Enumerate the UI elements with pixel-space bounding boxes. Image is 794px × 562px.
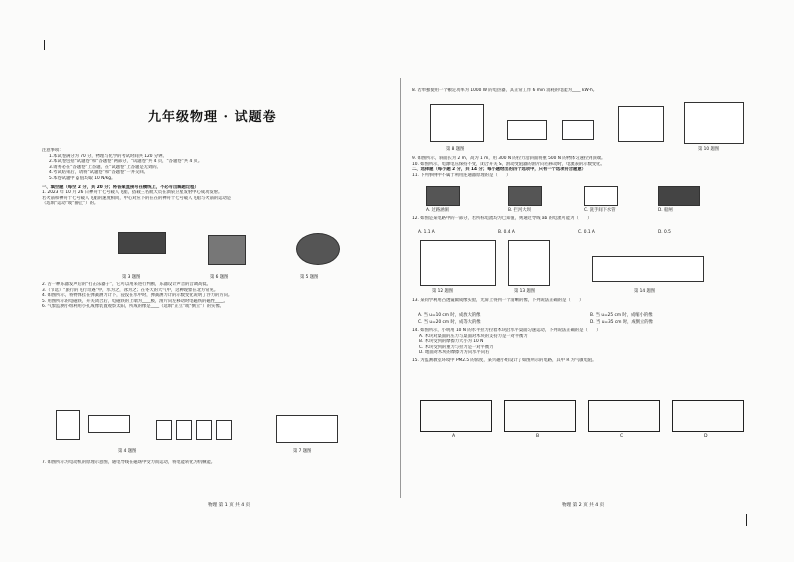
question-line: 11. 下列事例中不属于利用连通器原理的是（ ） (412, 172, 511, 178)
question-line: 9. 如图所示，斜面长为 2 m，高为 1 m，用 300 N 的拉力沿斜面将重 500 N 的物体匀速拉到顶端。 (412, 156, 606, 161)
question-line: 13. 某同学利用凸透镜做成像实验，光屏上得到一个清晰的像，下列说法正确的是（ ） (412, 298, 584, 303)
figure-caption: 第 12 题图 (432, 289, 454, 294)
left-page (38, 70, 388, 510)
scan-mark (44, 40, 46, 50)
figure-caption: 第 10 题图 (698, 147, 720, 152)
question-line: 若火箭和神舟十七号载人飞船的速度相同，中心对应下的在在的神舟十七号载人飞船与火箭的运动是 (42, 195, 232, 201)
question-block (412, 328, 757, 364)
figure-incline (507, 120, 547, 140)
question-line: （选填“运动”或“静止”）的。 (42, 201, 99, 207)
figure-culvert (426, 186, 460, 206)
option-label: C. 0.1 A (578, 230, 595, 235)
figure-graph (684, 102, 744, 144)
option-label: C. 木块受到的重力与拉力是一对平衡力 (419, 344, 494, 350)
note-line: 5.本卷试题中 g 值均取 10 N/kg。 (49, 175, 116, 181)
question-block (42, 282, 387, 310)
figure-lens-graph (508, 240, 550, 286)
question-line: 5. 用图所示的电磁铁，开关闭合后，电磁铁的上端为____极，滑片向左移动时电磁铁的磁性____。 (42, 298, 228, 304)
question-line: 1. 2023 年 10 月 26 日神舟十七号载人飞船，搭载三名航天员在酒泉卫星发射中心成功发射。 (42, 190, 223, 196)
figure-ship-lock (658, 186, 700, 206)
figure-rocket-photo (118, 232, 166, 254)
circuit-a (420, 400, 492, 432)
option-label: A. 过路涵洞 (426, 208, 449, 213)
question-line: 10. 如图所示，电源电压保持不变，闭合开关 S，滑动变阻器的滑片向右移动时，电流表的示数变化。 (412, 161, 605, 167)
question-line: 3.（节选）“旅行的飞行奇遇”中，水为之，冰为之；在冬天的大气中，这种现象在北方常见。 (42, 287, 219, 293)
circuit-d (672, 400, 744, 432)
circuit-b (504, 400, 576, 432)
note-line: 1.本试卷满分为 70 分，物理与化学的考试时间共 120 分钟。 (49, 153, 167, 159)
circuit-label: C (620, 434, 624, 439)
figure-drum (296, 233, 340, 265)
question-block (42, 460, 387, 466)
figure-circuit (618, 106, 664, 142)
option-label: C. 洗手间下水管 (584, 208, 616, 213)
option-label: A. 当 u=10 cm 时，成放大的像 (418, 313, 481, 318)
question-block (412, 216, 757, 222)
option-label: B. 0.4 A (498, 230, 515, 235)
option-label: D. 船闸 (658, 208, 673, 213)
figure-projector (88, 415, 130, 433)
figure-caption: 第 4 题图 (118, 449, 137, 454)
question-block (412, 298, 757, 304)
figure-photo (208, 235, 246, 265)
option-label: A. 1.1 A (418, 230, 435, 235)
option-label: B. 当 u=25 cm 时，成缩小的像 (590, 313, 653, 318)
figure-dam (508, 186, 542, 206)
section-heading: 一、填空题（每空 2 分，共 20 分；将答案直接写在横线上，不必写出解题过程） (42, 184, 199, 190)
question-block (412, 88, 757, 94)
option-label: A. 木块对桌面的压力与桌面对木块的支持力是一对平衡力 (419, 333, 528, 339)
instructions (42, 148, 372, 207)
question-line: 8. 若单独使用一个额定功率为 1000 W 的电热器，其正常工作 6 min 消耗的电能为____ kW·h。 (412, 88, 598, 93)
figure-option-c (196, 420, 212, 440)
figure-letter-f (56, 410, 80, 440)
figure-caption: 第 3 题图 (122, 275, 141, 280)
figure-option-a (156, 420, 172, 440)
question-line: 7. 如图所示为电动机的原理示意图，通电导线在磁场中受力而运动，将电能转化为机械能。 (42, 460, 216, 465)
figure-caption: 第 14 题图 (634, 289, 656, 294)
circuit-c (588, 400, 660, 432)
question-line: 2. 古一种乐器发声后的“打击乐器子”，它可以用来进行判断，乐器设计声音的音调高低。 (42, 282, 211, 287)
figure-caption: 第 6 题图 (210, 275, 229, 280)
option-label: C. 当 u=20 cm 时，成等大的像 (418, 320, 481, 325)
option-label: B. 拦河大坝 (508, 208, 531, 213)
question-block (412, 156, 757, 178)
note-line: 2.本试卷包括“试题卷”和“答题卷”两部分，“试题卷”共 4 页，“答题卷”共 4 页。 (49, 159, 203, 165)
circuit-label: A (452, 434, 456, 439)
option-label: B. 木块受到的摩擦力大小为 10 N (419, 339, 484, 345)
question-line: 15. 为监测教室环境中 PM2.5 的浓度，某兴趣小组设计了如图所示的电路，其中 R 为气敏电阻。 (412, 357, 597, 363)
note-line: 3.请务必在“答题卷”上答题，在“试题卷”上答题是无效的。 (49, 164, 161, 170)
notes-heading: 注意事项： (42, 148, 64, 153)
question-line: 4. 如图所示，将物体挂在弹簧测力计下，浸没在水中时，弹簧测力计的示数变化说明了浮力的方向。 (42, 293, 233, 299)
figure-energy-meter (430, 104, 484, 142)
right-page (412, 70, 762, 510)
question-line: 14. 如图所示，小明用 10 N 的水平拉力拉着木块沿水平桌面匀速运动，下列说法正确的是（ ） (412, 328, 601, 333)
figure-option-b (176, 420, 192, 440)
circuit-label: B (536, 434, 540, 439)
page-footer: 物理 第 1 页 共 4 页 (208, 503, 251, 508)
question-line: 12. 如图是某电路中的一部分，若所标电流均为已知值，则通过导线 ab 的电流可能为（ ） (412, 216, 592, 221)
question-line: 6. 气象监测小组利用小孔成像装置观察太阳，所成的像是____（选填“正立”或“倒立”）的实像。 (42, 304, 224, 310)
scan-mark (746, 514, 748, 526)
figure-motor (276, 415, 338, 443)
figure-block-table (592, 256, 704, 282)
figure-caption: 第 8 题图 (446, 147, 465, 152)
option-label: D. 地面对木块的摩擦力方向水平向右 (419, 350, 490, 356)
circuit-label: D (704, 434, 708, 439)
section-heading: 二、选择题（每小题 2 分，共 14 分；每小题给出的四个选项中，只有一个选项符合题意） (412, 167, 586, 173)
option-label: D. 0.5 (658, 230, 671, 235)
option-label: D. 当 u=35 cm 时，成倒立的像 (590, 320, 653, 325)
figure-drain-pipe (584, 186, 618, 206)
page-divider (400, 78, 401, 498)
page-title: 九年级物理 · 试题卷 (148, 110, 277, 125)
figure-incline-2 (562, 120, 594, 140)
figure-caption: 第 5 题图 (300, 275, 319, 280)
figure-option-d (216, 420, 232, 440)
figure-current-diagram (420, 240, 496, 286)
figure-caption: 第 13 题图 (514, 289, 536, 294)
figure-caption: 第 7 题图 (293, 449, 312, 454)
note-line: 4.考试结束后，请将“试题卷”和“答题卷”一并交回。 (49, 170, 148, 176)
page-footer: 物理 第 2 页 共 4 页 (562, 503, 605, 508)
